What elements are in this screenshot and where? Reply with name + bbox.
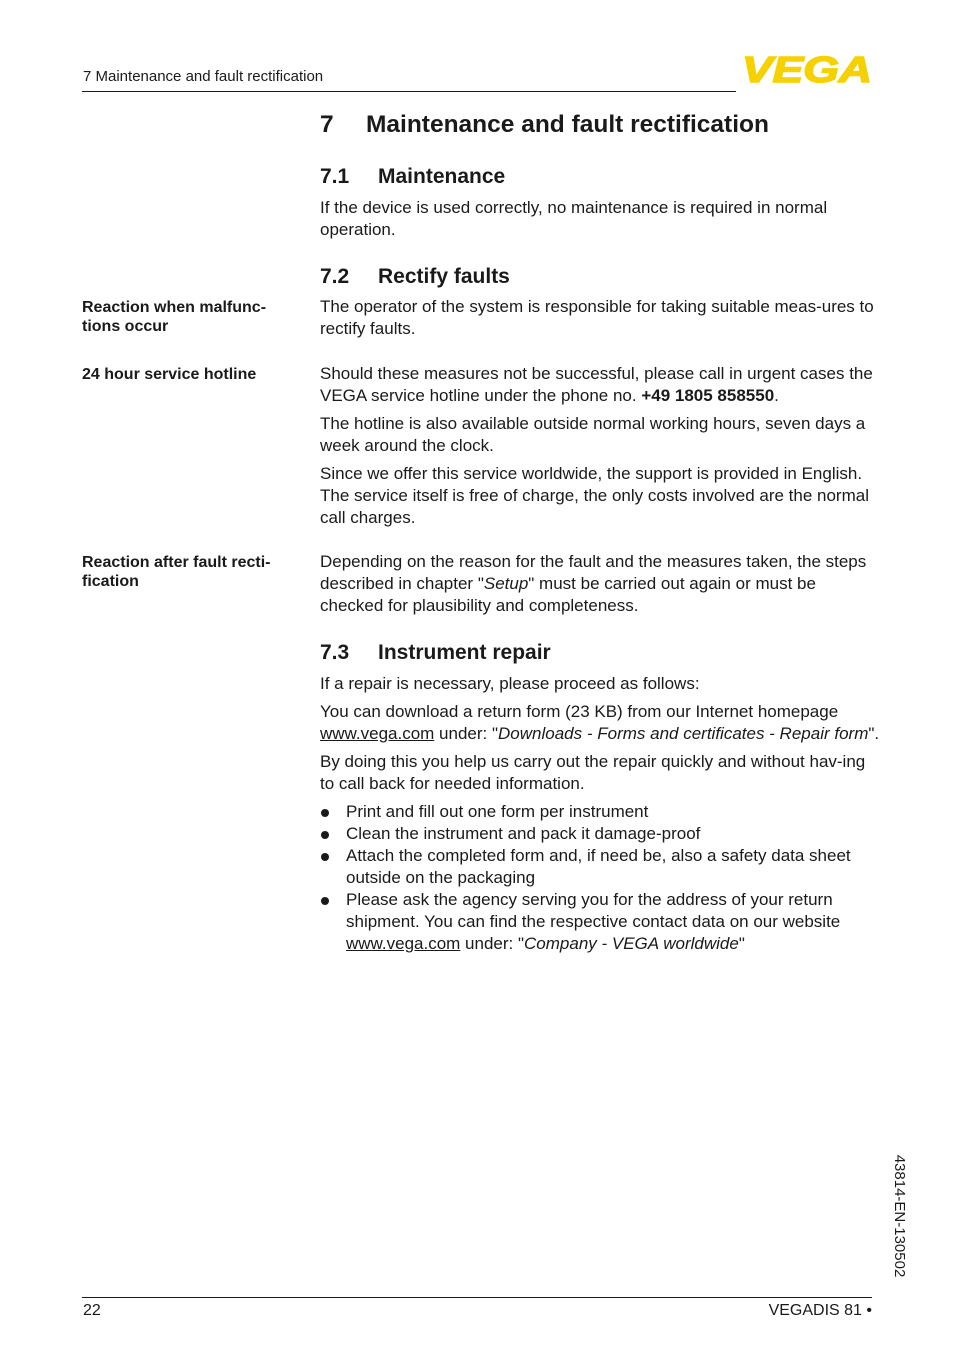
text-run: under: "	[460, 934, 525, 953]
text-run: .	[774, 386, 779, 405]
product-name: VEGADIS 81 •	[768, 1302, 872, 1319]
vega-logo	[742, 52, 874, 91]
vega-website-link[interactable]: www.vega.com	[320, 724, 435, 743]
margin-label-hotline: 24 hour service hotline	[82, 366, 257, 383]
section-title: Instrument repair	[378, 641, 551, 664]
text-run: You can download a return form (23 KB) from our Internet homepage	[320, 702, 839, 721]
paragraph: The operator of the system is responsible for taking suitable meas-ures to rectify faults.	[320, 297, 874, 338]
setup-reference: Setup	[483, 574, 529, 593]
paragraph-download	[320, 701, 880, 745]
list-item-text: Clean the instrument and pack it damage-proof	[346, 824, 701, 843]
vega-logo-text: VEGA	[742, 52, 872, 86]
list-item-text: Print and fill out one form per instrument	[346, 802, 649, 821]
text-run: under: "	[434, 724, 499, 743]
section-heading-7-1	[320, 165, 505, 189]
paragraph	[320, 551, 880, 617]
bullet-icon	[321, 853, 329, 861]
section-heading-7-2	[320, 265, 510, 289]
text-run: ".	[868, 724, 880, 743]
bullet-icon	[321, 897, 329, 905]
list-item	[320, 845, 880, 889]
footer-rule	[82, 1297, 872, 1298]
vega-website-link[interactable]: www.vega.com	[346, 934, 461, 953]
section-7-2-hotline	[320, 363, 880, 535]
section-7-1-body	[320, 197, 880, 247]
text-run: " must be carried out again or must be checked for plausibility and completeness.	[320, 574, 816, 615]
bullet-icon	[321, 831, 329, 839]
page-number: 22	[83, 1302, 101, 1319]
repair-steps-list	[320, 801, 880, 955]
text-run: Should these measures not be successful, please call in urgent cases the VEGA service hotline under the phone no.	[320, 364, 873, 405]
section-number: 7.3	[320, 641, 350, 664]
list-item	[320, 889, 880, 955]
section-7-2-intro	[320, 296, 880, 346]
paragraph: If a repair is necessary, please proceed as follows:	[320, 674, 700, 693]
download-path: Downloads - Forms and certificates - Repair form	[498, 724, 869, 743]
list-item	[320, 801, 880, 823]
website-path: Company - VEGA worldwide	[524, 934, 739, 953]
section-heading-7-3	[320, 641, 551, 665]
document-code: 43814-EN-130502	[891, 1154, 908, 1278]
paragraph-hotline	[320, 363, 880, 407]
paragraph: The hotline is also available outside normal working hours, seven days a week around the clock.	[320, 414, 866, 455]
vega-logo-graphic	[742, 52, 874, 86]
section-number: 7.1	[320, 165, 350, 188]
list-item	[320, 823, 880, 845]
text-run: "	[738, 934, 745, 953]
phone-number: +49 1805 858550	[641, 386, 775, 405]
section-title: Maintenance	[378, 165, 506, 188]
chapter-title: Maintenance and fault rectification	[366, 111, 769, 138]
header-rule	[82, 91, 736, 92]
section-7-3-body	[320, 673, 880, 955]
margin-label-malfunction: Reaction when malfunc- tions occur	[82, 299, 267, 335]
chapter-heading	[320, 111, 769, 139]
text-run: Please ask the agency serving you for the address of your return shipment. You can find the respective contact data on our website	[346, 890, 841, 931]
paragraph: By doing this you help us carry out the repair quickly and without hav-ing to call back for needed information.	[320, 752, 866, 793]
text-run: Depending on the reason for the fault and the measures taken, the steps described in chapter "	[320, 552, 867, 593]
section-7-2-after	[320, 551, 880, 623]
margin-label-after-fault: Reaction after fault recti- fication	[82, 554, 271, 590]
running-head: 7 Maintenance and fault rectification	[83, 68, 324, 85]
section-title: Rectify faults	[378, 265, 510, 288]
bullet-icon	[321, 809, 329, 817]
chapter-number: 7	[320, 111, 334, 138]
list-item-text: Attach the completed form and, if need be, also a safety data sheet outside on the packaging	[346, 846, 851, 887]
paragraph: If the device is used correctly, no maintenance is required in normal operation.	[320, 198, 828, 239]
paragraph: Since we offer this service worldwide, the support is provided in English. The service itself is free of charge, the only costs involved are the normal call charges.	[320, 464, 869, 527]
section-number: 7.2	[320, 265, 350, 288]
